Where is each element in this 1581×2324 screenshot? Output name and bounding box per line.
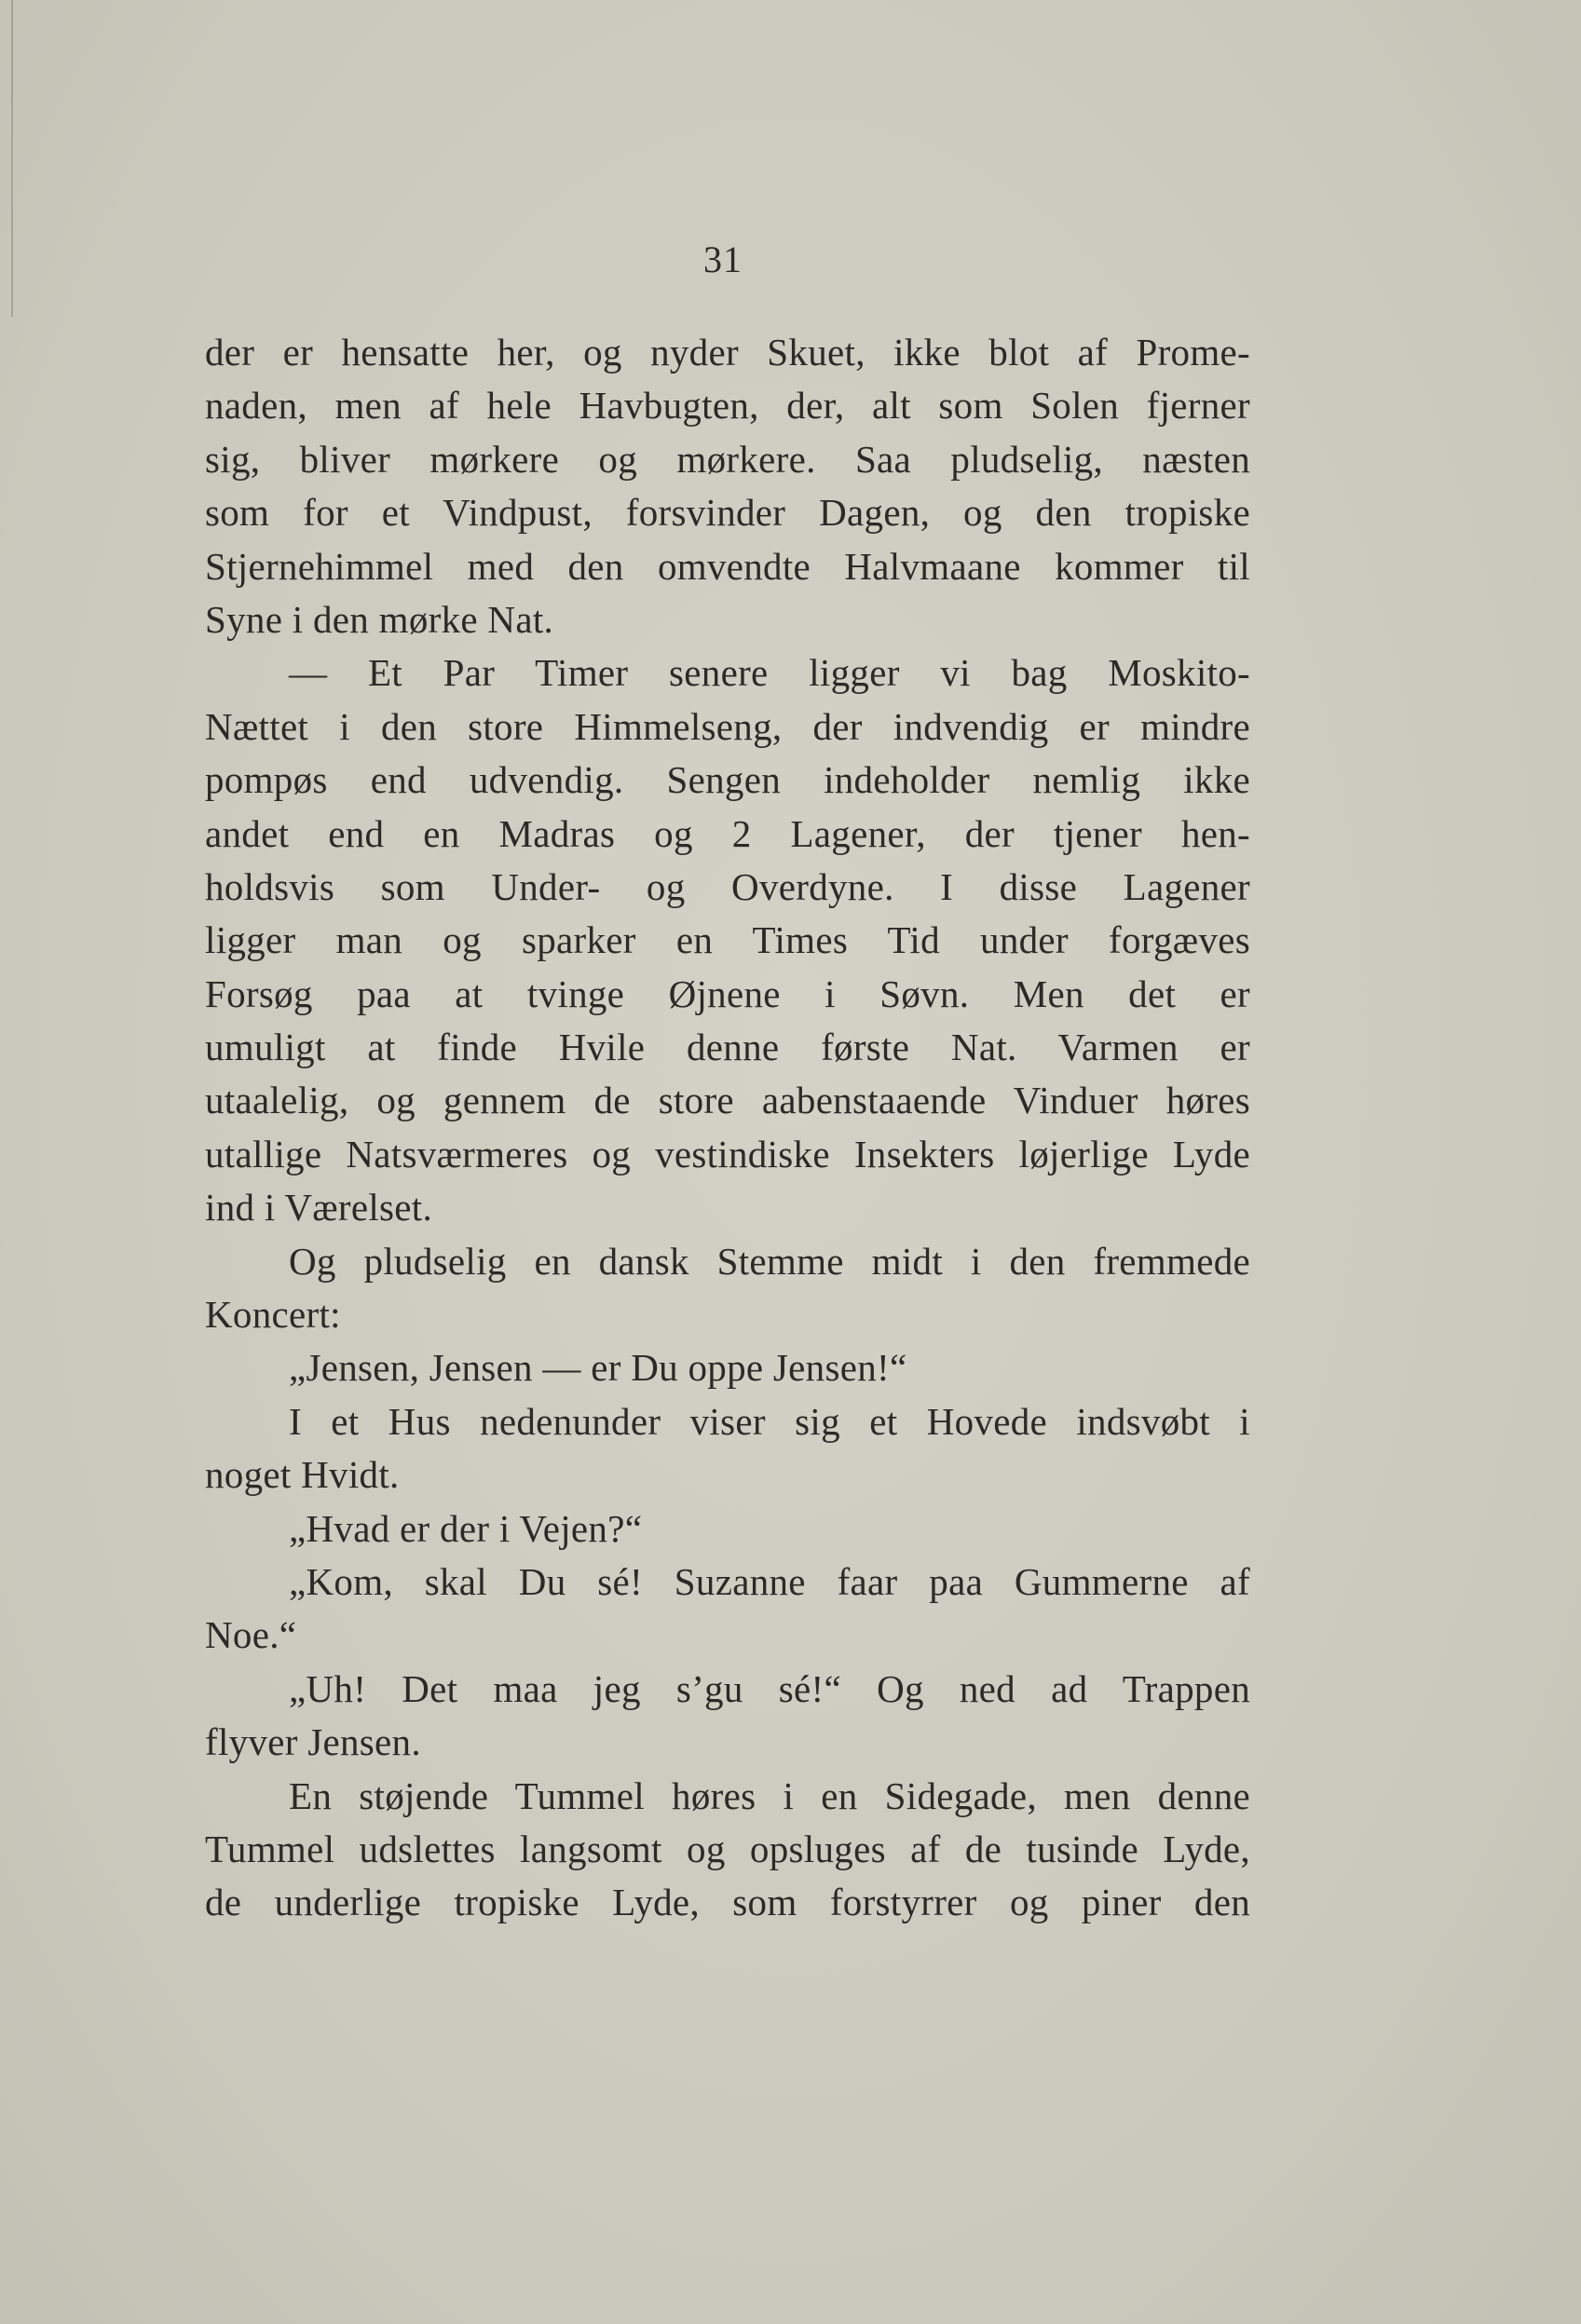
text-line: de underlige tropiske Lyde, som forstyrrer og piner den	[205, 1881, 1250, 1924]
text-line: pompøs end udvendig. Sengen indeholder nemlig ikke	[205, 758, 1250, 802]
text-line: Tummel udslettes langsomt og opsluges af de tusinde Lyde,	[205, 1827, 1250, 1870]
text-line: „Hvad er der i Vejen?“	[289, 1506, 643, 1550]
text-line: Nættet i den store Himmelseng, der indvendig er mindre	[205, 704, 1250, 748]
text-line: holdsvis som Under- og Overdyne. I disse Lagener	[205, 864, 1250, 908]
text-line: „Jensen, Jensen — er Du oppe Jensen!“	[289, 1346, 907, 1390]
text-line: En støjende Tummel høres i en Sidegade, men denne	[289, 1774, 1250, 1817]
text-line: utaalelig, og gennem de store aabenstaaende Vinduer høres	[205, 1079, 1250, 1122]
text-line: umuligt at finde Hvile denne første Nat. Varmen er	[205, 1026, 1250, 1069]
text-line: som for et Vindpust, forsvinder Dagen, og den tropiske	[205, 491, 1250, 535]
text-line: Koncert:	[205, 1293, 341, 1337]
text-line: ligger man og sparker en Times Tid under forgæves	[205, 918, 1250, 962]
text-line: sig, bliver mørkere og mørkere. Saa pludselig, næsten	[205, 437, 1250, 481]
text-line: ind i Værelset.	[205, 1186, 433, 1230]
text-line: Stjernehimmel med den omvendte Halvmaane kommer til	[205, 544, 1250, 588]
text-line: noget Hvidt.	[205, 1453, 400, 1497]
text-line: utallige Natsværmeres og vestindiske Insekters løjerlige Lyde	[205, 1132, 1250, 1176]
page-number: 31	[703, 238, 743, 280]
text-line: flyver Jensen.	[205, 1720, 421, 1764]
text-line: I et Hus nedenunder viser sig et Hovede indsvøbt i	[289, 1399, 1250, 1443]
text-line: naden, men af hele Havbugten, der, alt som Solen fjerner	[205, 384, 1250, 428]
text-line: der er hensatte her, og nyder Skuet, ikke blot af Prome-	[205, 331, 1250, 374]
text-line: andet end en Madras og 2 Lagener, der tjener hen-	[205, 811, 1250, 855]
text-line: „Kom, skal Du sé! Suzanne faar paa Gummerne af	[289, 1559, 1250, 1603]
text-line: Forsøg paa at tvinge Øjnene i Søvn. Men det er	[205, 972, 1250, 1015]
text-line: — Et Par Timer senere ligger vi bag Moskito-	[289, 651, 1250, 695]
text-line: Noe.“	[205, 1613, 297, 1657]
text-line: Syne i den mørke Nat.	[205, 597, 554, 641]
text-line: „Uh! Det maa jeg s’gu sé!“ Og ned ad Trappen	[289, 1666, 1250, 1710]
body-text	[205, 326, 1250, 1930]
text-line: Og pludselig en dansk Stemme midt i den fremmede	[289, 1239, 1250, 1283]
